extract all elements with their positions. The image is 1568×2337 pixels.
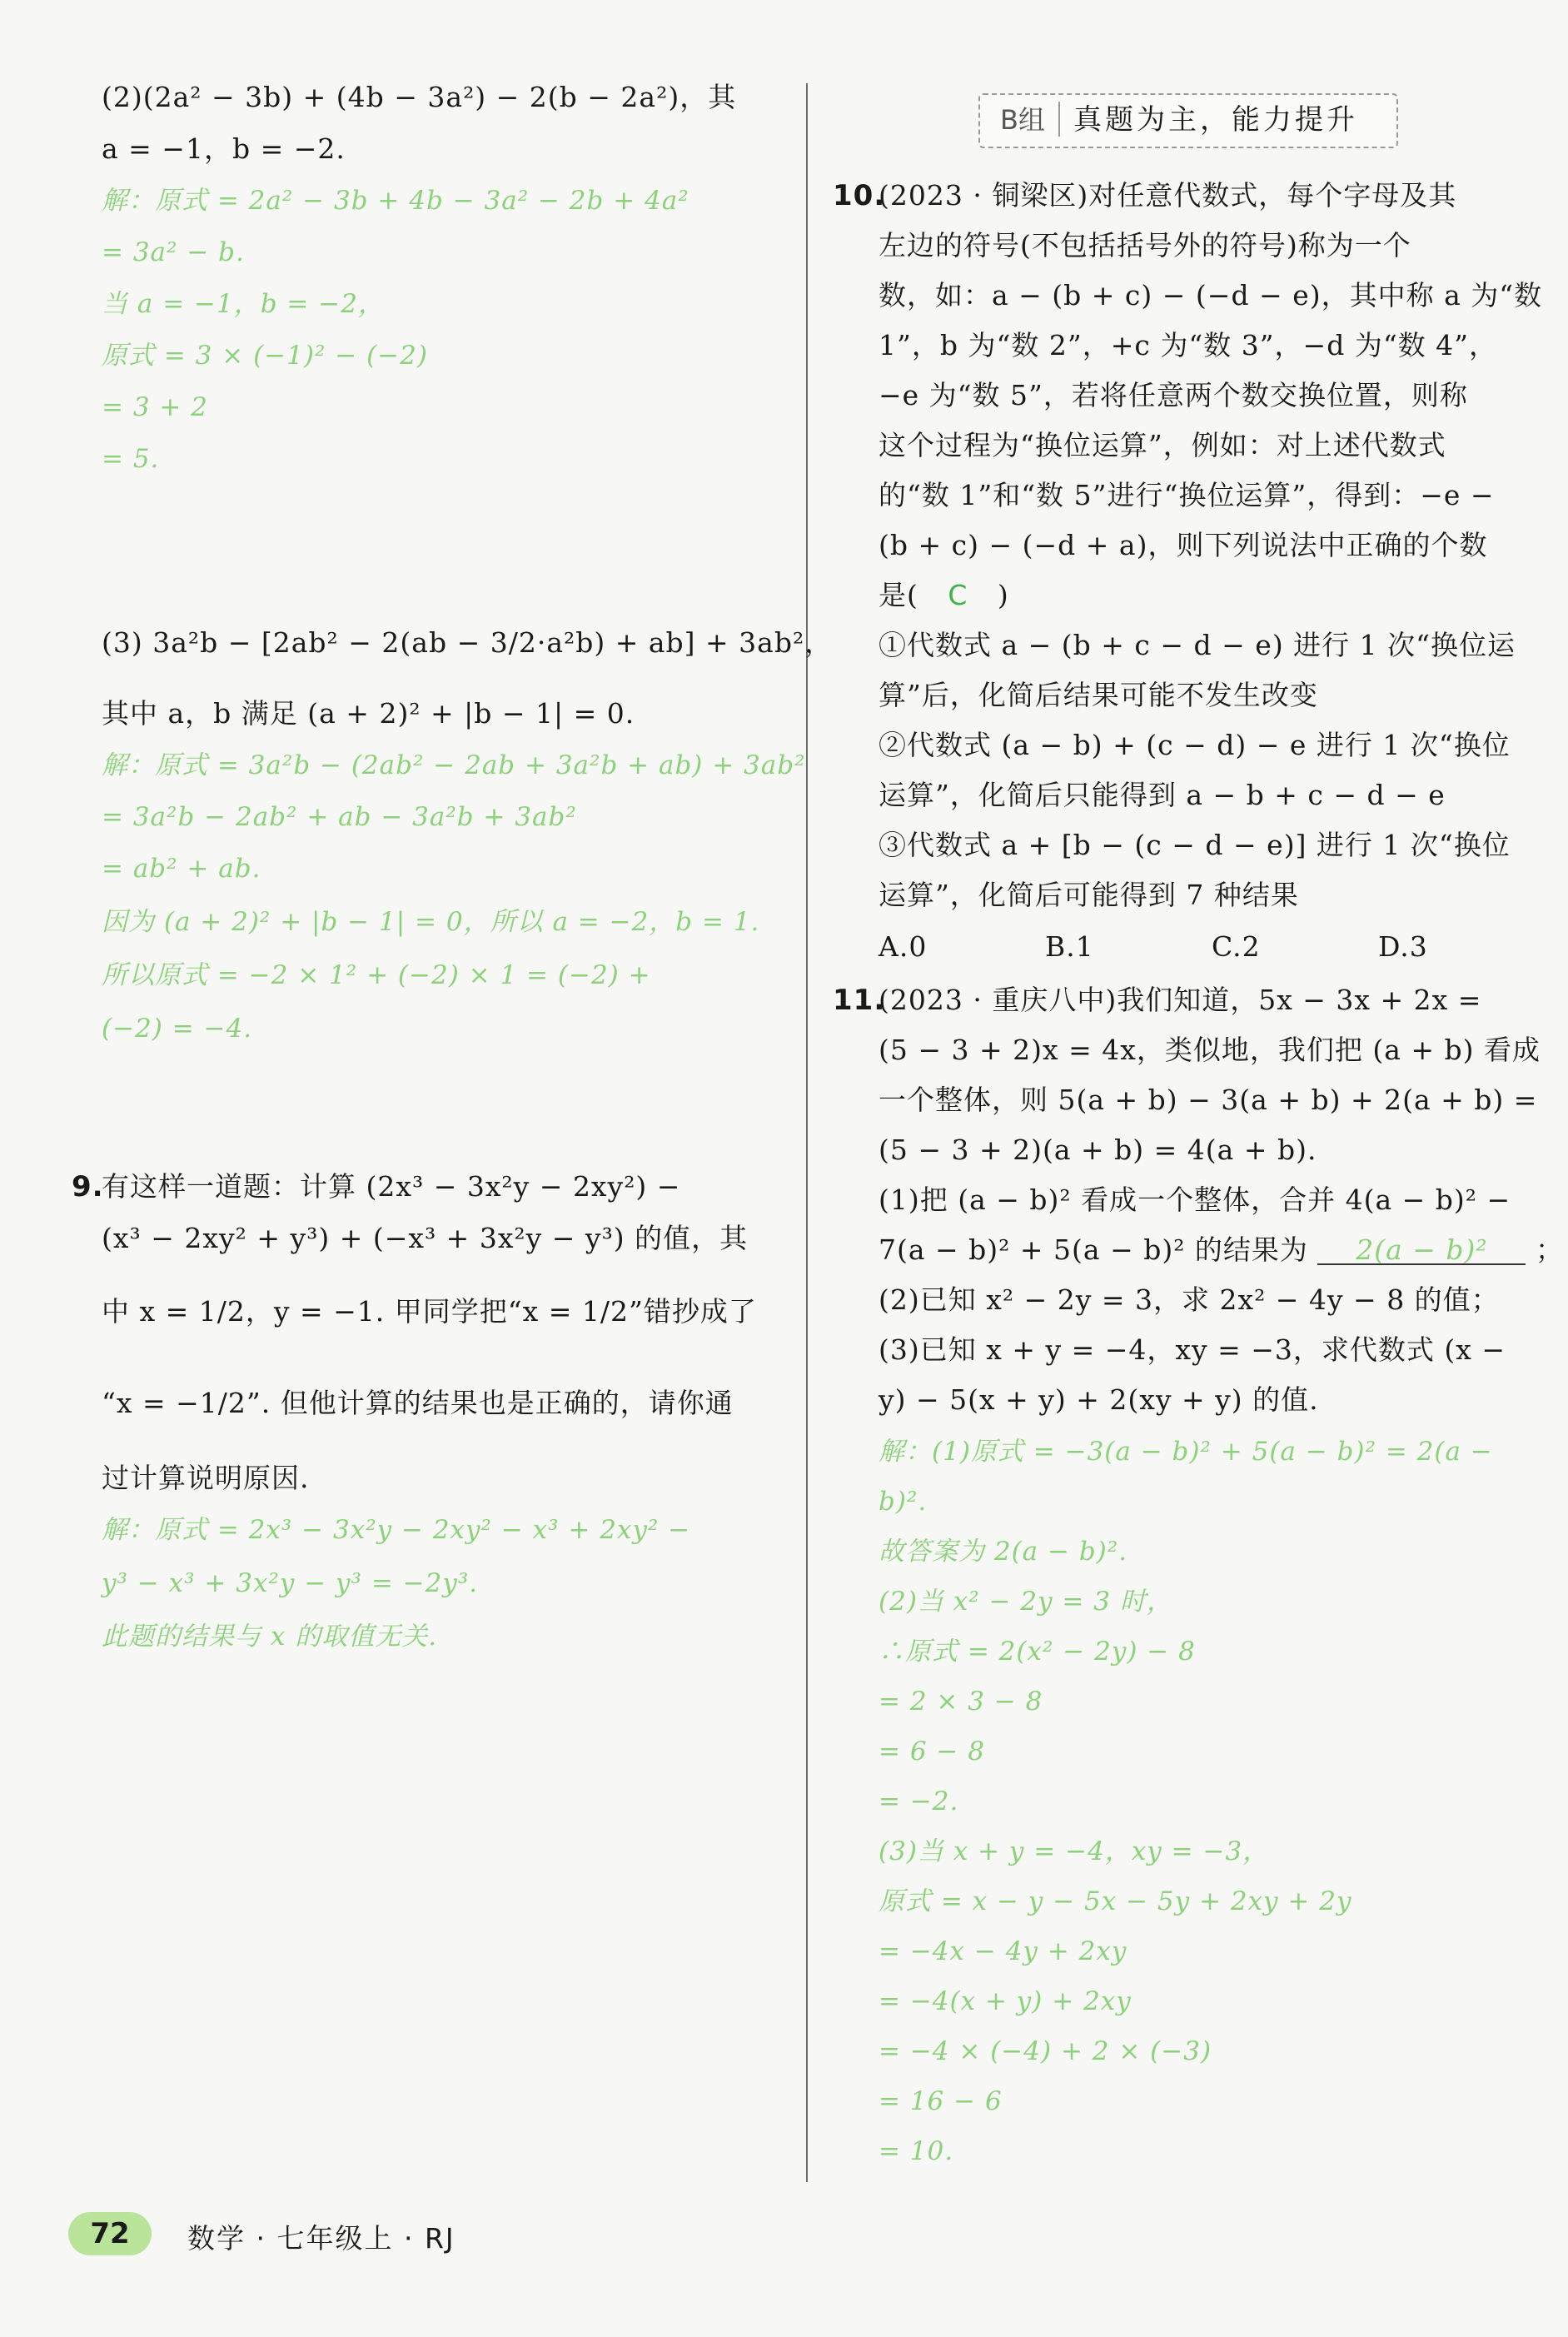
section-header-b-group: [978, 93, 1398, 148]
problem-text: (3) 3a²b − [2ab² − 2(ab − 3/2·a²b) + ab] + 3ab²，: [102, 626, 834, 659]
answer-line: 因为 (a + 2)² + |b − 1| = 0，所以 a = −2，b = 1.: [102, 907, 760, 937]
group-tag: B组: [987, 102, 1060, 137]
question-text: (2023 · 铜梁区)对任意代数式，每个字母及其: [879, 179, 1457, 212]
answer-line: 所以原式 = −2 × 1² + (−2) × 1 = (−2) +: [102, 960, 651, 990]
option-a: A.0: [879, 930, 928, 963]
question-number: 10.: [833, 179, 886, 212]
answer-line: b)².: [879, 1487, 928, 1517]
answer-line: = 10.: [879, 2136, 954, 2166]
fill-blank-answer: 2(a − b)²: [1317, 1236, 1526, 1265]
answer-line: 原式 = 3 × (−1)² − (−2): [102, 341, 428, 371]
answer-line: = 3a² − b.: [102, 237, 245, 267]
answer-line: = ab² + ab.: [102, 854, 261, 884]
answer-line: 此题的结果与 x 的取值无关.: [102, 1622, 438, 1652]
answer-line: = 3a²b − 2ab² + ab − 3a²b + 3ab²: [102, 802, 577, 832]
question-text: 1”，b 为“数 2”，+c 为“数 3”，−d 为“数 4”，: [879, 329, 1498, 361]
question-text: (5 − 3 + 2)(a + b) = 4(a + b).: [879, 1134, 1317, 1166]
question-text: 左边的符号(不包括括号外的符号)称为一个: [879, 229, 1411, 262]
answer-line: (−2) = −4.: [102, 1014, 253, 1044]
question-text: (x³ − 2xy² + y³) + (−x³ + 3x²y − y³) 的值，其: [102, 1222, 749, 1254]
answer-line: 解：原式 = 2x³ − 3x²y − 2xy² − x³ + 2xy² −: [102, 1515, 691, 1545]
answer-line: (2)当 x² − 2y = 3 时，: [879, 1587, 1173, 1617]
answer-line: 当 a = −1，b = −2，: [102, 289, 385, 319]
answer-line: 原式 = x − y − 5x − 5y + 2xy + 2y: [879, 1886, 1352, 1916]
question-text: −e 为“数 5”，若将任意两个数交换位置，则称: [879, 379, 1468, 411]
blank-suffix: ；: [1535, 1233, 1564, 1266]
question-text: 的“数 1”和“数 5”进行“换位运算”，得到：−e −: [879, 479, 1495, 511]
answer-line: = 6 − 8: [879, 1737, 985, 1766]
question-number: 11.: [833, 984, 886, 1017]
question-text: 有这样一道题：计算 (2x³ − 3x²y − 2xy²) −: [102, 1170, 681, 1203]
answer-line: = 5.: [102, 444, 160, 474]
answer-line: 故答案为 2(a − b)².: [879, 1537, 1128, 1567]
selected-choice: C: [948, 579, 968, 611]
problem-text: a = −1，b = −2.: [102, 132, 346, 165]
answer-line: ∴原式 = 2(x² − 2y) − 8: [879, 1637, 1196, 1667]
statement-line: 算”后，化简后结果可能不发生改变: [879, 679, 1318, 711]
problem-text: (2)(2a² − 3b) + (4b − 3a²) − 2(b − 2a²)，其: [102, 81, 737, 113]
answer-line: 解：原式 = 2a² − 3b + 4b − 3a² − 2b + 4a²: [102, 186, 689, 216]
prompt-prefix: 是(: [879, 579, 918, 611]
book-info: 数学 · 七年级上 · RJ: [187, 2222, 455, 2255]
question-text: (5 − 3 + 2)x = 4x，类似地，我们把 (a + b) 看成: [879, 1034, 1541, 1066]
answer-line: y³ − x³ + 3x²y − y³ = −2y³.: [102, 1568, 479, 1598]
answer-line: = −4 × (−4) + 2 × (−3): [879, 2036, 1212, 2066]
question-text: 一个整体，则 5(a + b) − 3(a + b) + 2(a + b) =: [879, 1084, 1538, 1116]
column-divider: [806, 83, 808, 2182]
statement-line: ①代数式 a − (b + c − d − e) 进行 1 次“换位运: [879, 629, 1516, 661]
answer-line: = 16 − 6: [879, 2086, 1003, 2116]
question-number: 9.: [72, 1170, 104, 1203]
blank-prefix: 7(a − b)² + 5(a − b)² 的结果为: [879, 1233, 1308, 1266]
answer-line: 解：(1)原式 = −3(a − b)² + 5(a − b)² = 2(a −: [879, 1437, 1493, 1467]
option-b: B.1: [1045, 930, 1094, 963]
group-title: 真题为主，能力提升: [1073, 103, 1358, 137]
statement-line: ②代数式 (a − b) + (c − d) − e 进行 1 次“换位: [879, 729, 1511, 761]
option-d: D.3: [1378, 930, 1428, 963]
question-text: (2)已知 x² − 2y = 3，求 2x² − 4y − 8 的值；: [879, 1283, 1500, 1316]
answer-options: [879, 930, 1545, 963]
question-text: 数，如：a − (b + c) − (−d − e)，其中称 a 为“数: [879, 279, 1543, 311]
question-text: “x = −1/2”. 但他计算的结果也是正确的，请你通: [102, 1387, 734, 1419]
question-text: (2023 · 重庆八中)我们知道，5x − 3x + 2x =: [879, 984, 1482, 1016]
answer-line: = 2 × 3 − 8: [879, 1687, 1043, 1717]
question-text: y) − 5(x + y) + 2(xy + y) 的值.: [879, 1383, 1319, 1416]
statement-line: ③代数式 a + [b − (c − d − e)] 进行 1 次“换位: [879, 829, 1511, 861]
option-c: C.2: [1212, 930, 1261, 963]
statement-line: 运算”，化简后可能得到 7 种结果: [879, 879, 1299, 911]
answer-line: = −2.: [879, 1786, 959, 1816]
question-fill-blank: [879, 1233, 1564, 1266]
question-text: 过计算说明原因.: [102, 1462, 310, 1494]
question-text: 中 x = 1/2，y = −1. 甲同学把“x = 1/2”错抄成了: [102, 1295, 757, 1328]
question-text: 这个过程为“换位运算”，例如：对上述代数式: [879, 429, 1446, 461]
prompt-suffix: ): [997, 579, 1009, 611]
answer-line: 解：原式 = 3a²b − (2ab² − 2ab + 3a²b + ab) + 3ab²: [102, 750, 806, 780]
question-text: (1)把 (a − b)² 看成一个整体，合并 4(a − b)² −: [879, 1183, 1511, 1216]
question-text: (3)已知 x + y = −4，xy = −3，求代数式 (x −: [879, 1333, 1506, 1366]
answer-line: (3)当 x + y = −4，xy = −3，: [879, 1836, 1270, 1866]
question-text: (b + c) − (−d + a)，则下列说法中正确的个数: [879, 529, 1488, 561]
question-prompt: [879, 581, 1009, 609]
page-number: 72: [68, 2212, 152, 2255]
statement-line: 运算”，化简后只能得到 a − b + c − d − e: [879, 779, 1446, 811]
answer-line: = −4x − 4y + 2xy: [879, 1936, 1127, 1966]
problem-text: 其中 a，b 满足 (a + 2)² + |b − 1| = 0.: [102, 697, 635, 730]
answer-line: = 3 + 2: [102, 392, 208, 422]
answer-line: = −4(x + y) + 2xy: [879, 1986, 1132, 2016]
